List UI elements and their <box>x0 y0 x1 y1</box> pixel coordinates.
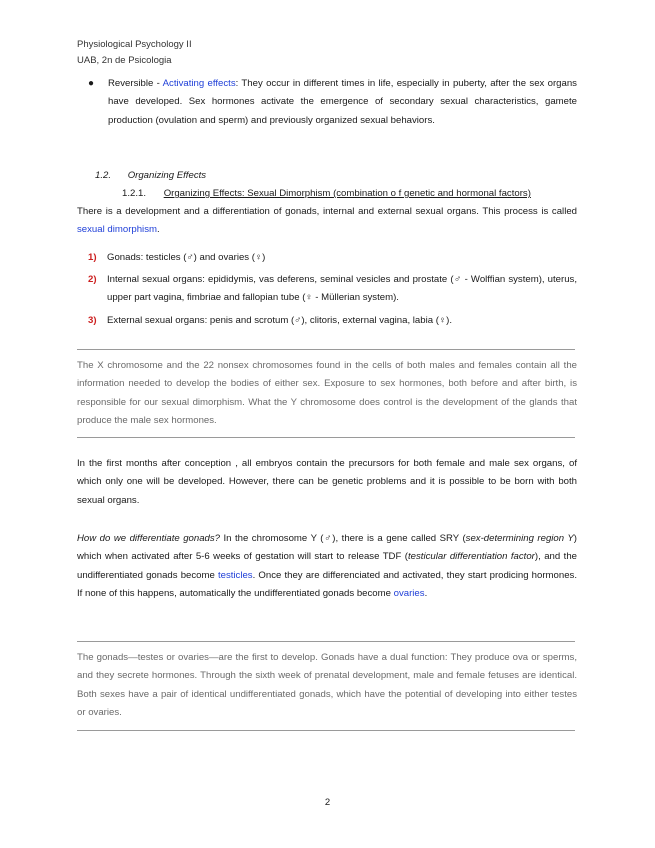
bullet-dot-icon: ● <box>88 78 95 89</box>
page-number: 2 <box>324 797 331 808</box>
divider <box>77 349 575 350</box>
subsection-number: 1.2.1. <box>122 188 147 199</box>
intro-paragraph <box>77 203 577 240</box>
header-course: Physiological Psychology II <box>77 39 192 50</box>
intro-text: There is a development and a differentiation of gonads, internal and external sexual organs. This process is called <box>77 206 577 217</box>
para3-c: ), and the undifferentiated gonads become <box>77 551 577 581</box>
bullet-rest: : They occur in different times in life, especially in puberty, after the sex organs have developed. Sex hormones activate the emergence of secondary sexual characteristics, gamete production (ovulation and sperm) and previously organized sexual behaviors. <box>108 78 577 126</box>
bullet-activating-effects <box>88 75 577 130</box>
bullet-text <box>108 75 577 130</box>
sexual-dimorphism-link[interactable]: sexual dimorphism <box>77 224 157 236</box>
quote-block-2: The gonads—testes or ovaries—are the first to develop. Gonads have a dual function: They produce ova or sperms, and they secrete hormones. Through the sixth week of prenatal development, male and female fetuses are identical. Both sexes have a pair of identical undifferentiated gonads, which have the potential of developing into either testes or ovaries. <box>77 652 577 719</box>
subsection-heading <box>122 185 577 203</box>
subsection-title: Organizing Effects: Sexual Dimorphism (combination o f genetic and hormonal factors) <box>163 188 531 199</box>
quote-block-1: The X chromosome and the 22 nonsex chromosomes found in the cells of both males and females contain all the information needed to develop the bodies of either sex. Exposure to sex hormones, both before and after birth, is responsible for our sexual dimorphism. What the Y chromosome does control is the development of the glands that produce the male sex hormones. <box>77 360 577 427</box>
bullet-lead: Reversible - <box>108 78 163 89</box>
intro-end: . <box>156 224 160 236</box>
testicles-link[interactable]: testicles <box>217 569 253 581</box>
divider <box>77 730 575 731</box>
paragraph-gonads <box>77 530 577 604</box>
section-title: Organizing Effects <box>127 170 207 181</box>
list-number: 2) <box>88 274 97 285</box>
divider <box>77 437 575 438</box>
list-item <box>88 312 577 330</box>
section-heading <box>95 167 575 185</box>
gonads-question: How do we differentiate gonads? <box>77 533 221 544</box>
list-number: 3) <box>88 315 97 326</box>
sry-term: sex-determining region Y <box>465 533 574 544</box>
list-text: Internal sexual organs: epididymis, vas deferens, seminal vesicles and prostate (♂ - Wolffian system), uterus, upper part vagina, fimbriae and fallopian tube (♀ - Müllerian system). <box>107 274 577 304</box>
para3-a: In the chromosome Y (♂), there is a gene called SRY ( <box>220 533 466 544</box>
paragraph-embryos: In the first months after conception , all embryos contain the precursors for both female and male sex organs, of which only one will be developed. However, there can be genetic problems and it is possible to be born with both sexual organs. <box>77 458 577 506</box>
list-number: 1) <box>88 252 97 263</box>
section-number: 1.2. <box>95 170 112 181</box>
para3-d: . Once they are differenciated and activated, they start prodicing hormones. If none of this happens, automatically the undifferentiated gonads become <box>77 569 577 600</box>
para3-e: . <box>424 588 428 600</box>
header-university: UAB, 2n de Psicologia <box>77 55 172 66</box>
activating-effects-link[interactable]: Activating effects <box>162 78 236 89</box>
list-text: External sexual organs: penis and scrotum (♂), clitoris, external vagina, labia (♀). <box>107 315 452 326</box>
tdf-term: testicular differentiation factor <box>408 551 535 563</box>
para3-b: ) which when activated after 5-6 weeks of gestation will start to release TDF ( <box>77 533 577 563</box>
list-item <box>88 249 577 267</box>
list-item <box>88 271 577 308</box>
list-text: Gonads: testicles (♂) and ovaries (♀) <box>107 252 266 263</box>
ovaries-link[interactable]: ovaries <box>393 588 425 600</box>
divider <box>77 641 575 642</box>
